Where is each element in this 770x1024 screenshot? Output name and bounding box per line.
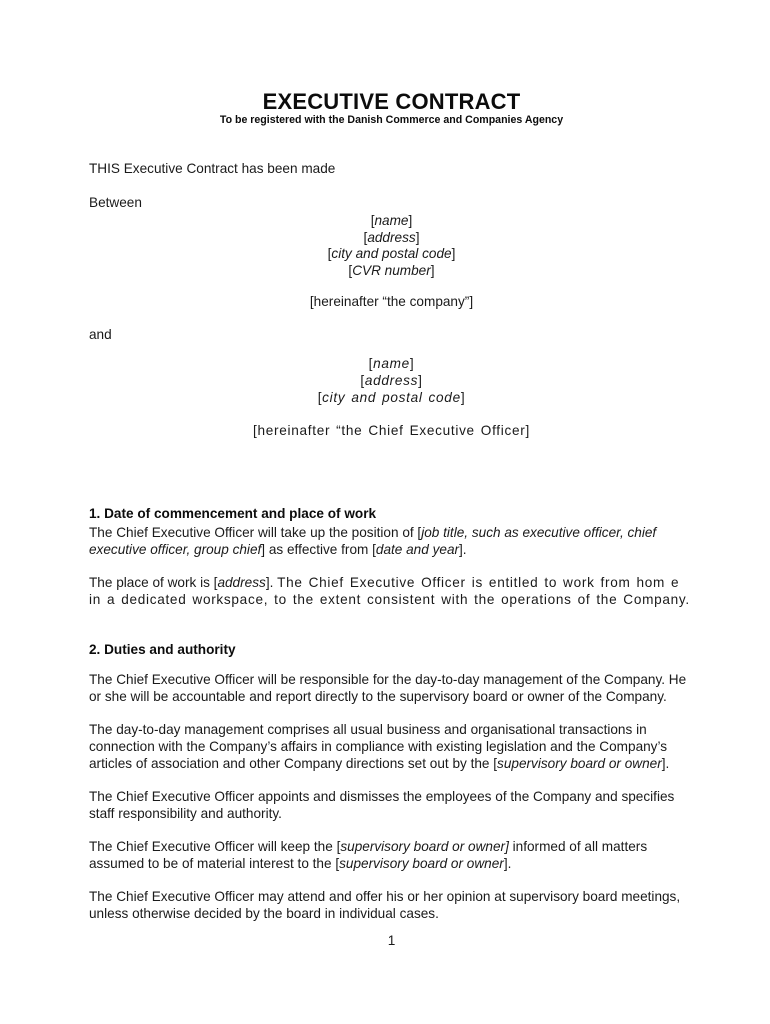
text-run: ] as effective from [ bbox=[261, 542, 376, 558]
placeholder-italic-text: supervisory board or owner] bbox=[340, 839, 509, 855]
text-run: ]. bbox=[459, 542, 467, 558]
paragraph bbox=[89, 888, 694, 922]
company-hereinafter-line: [hereinafter “the company”] bbox=[309, 294, 474, 310]
placeholder-italic-text: name bbox=[374, 213, 409, 228]
contract-section bbox=[89, 641, 694, 922]
placeholder-italic-text: city and postal code bbox=[331, 246, 452, 262]
text-run: ] bbox=[409, 356, 415, 372]
placeholder-italic-text: CVR number bbox=[352, 262, 431, 278]
paragraph bbox=[89, 788, 694, 822]
text-run: ] bbox=[460, 389, 466, 405]
text-run: The Chief Executive Officer will keep the [ bbox=[89, 839, 341, 855]
text-run: The place of work is [ bbox=[89, 575, 218, 591]
text-run: [ bbox=[370, 213, 375, 228]
ceo-address-placeholder bbox=[89, 373, 694, 390]
text-run: ] bbox=[418, 372, 423, 388]
document-subtitle: To be registered with the Danish Commerce and Companies Agency bbox=[219, 114, 564, 126]
text-run: ] bbox=[430, 262, 435, 278]
placeholder-italic-text: address bbox=[367, 229, 416, 245]
placeholder-italic-text: job title, such as executive officer, chief executive officer, group chief bbox=[89, 525, 657, 558]
document-title: EXECUTIVE CONTRACT bbox=[262, 89, 521, 114]
text-run: The Chief Executive Officer will take up the position of [ bbox=[89, 525, 422, 541]
text-run: [ bbox=[360, 372, 365, 388]
contract-section bbox=[89, 505, 694, 608]
placeholder-italic-text: supervisory board or owner bbox=[339, 856, 504, 872]
between-label: Between bbox=[89, 195, 142, 210]
text-run: [ bbox=[368, 356, 374, 372]
paragraph bbox=[89, 524, 694, 558]
section-heading: 1. Date of commencement and place of work bbox=[89, 506, 377, 522]
text-run: [ bbox=[348, 262, 353, 278]
placeholder-italic-text: city and postal code bbox=[322, 389, 461, 405]
paragraph bbox=[89, 838, 694, 872]
company-address-placeholder bbox=[89, 230, 694, 247]
text-run: ] bbox=[451, 246, 456, 262]
company-name-placeholder bbox=[89, 213, 694, 230]
paragraph bbox=[89, 721, 694, 772]
text-run: [ bbox=[327, 246, 332, 262]
intro-made-line: THIS Executive Contract has been made bbox=[89, 161, 336, 176]
and-label: and bbox=[89, 327, 112, 343]
ceo-name-placeholder bbox=[89, 356, 694, 373]
text-run: [ bbox=[317, 389, 323, 405]
ceo-hereinafter-line: [hereinafter “the Chief Executive Officer] bbox=[253, 423, 530, 439]
placeholder-italic-text: name bbox=[373, 356, 410, 372]
text-run: The Chief Executive Officer appoints and dismisses the employees of the Company and specifies staff responsibility and authority. bbox=[89, 789, 675, 822]
text-run: The day-to-day management comprises all usual business and organisational transactions in connection with the Company’s affairs in compliance with existing legislation and the Company’s articles of association and other Company directions set out by the [ bbox=[89, 722, 668, 772]
text-run: ]. bbox=[661, 756, 670, 772]
placeholder-italic-text: address bbox=[217, 575, 266, 591]
ceo-address-block bbox=[89, 356, 694, 406]
page-number: 1 bbox=[387, 933, 396, 949]
section-heading: 2. Duties and authority bbox=[89, 642, 236, 658]
paragraph bbox=[89, 671, 694, 705]
placeholder-italic-text: supervisory board or owner bbox=[497, 756, 662, 772]
placeholder-italic-text: address bbox=[364, 372, 419, 388]
paragraph bbox=[89, 574, 694, 608]
company-cvr-placeholder bbox=[89, 263, 694, 280]
text-run: ] bbox=[415, 229, 420, 245]
text-run: ] bbox=[408, 213, 413, 228]
placeholder-italic-text: date and year bbox=[375, 542, 460, 558]
text-run: informed of all matters assumed to be of material interest to the [ bbox=[89, 839, 648, 872]
text-run: The Chief Executive Officer will be responsible for the day-to-day management of the Company. He or she will be accountable and report directly to the supervisory board or owner of the Company. bbox=[89, 672, 687, 705]
text-run: [ bbox=[363, 229, 368, 245]
text-run: The Chief Executive Officer is entitled to work from hom e in a dedicated workspace, to the extent consistent with the operations of the Company. bbox=[89, 575, 690, 608]
text-run: ]. bbox=[503, 856, 512, 872]
company-city-placeholder bbox=[89, 246, 694, 263]
sections-container bbox=[89, 505, 694, 922]
text-run: ]. bbox=[265, 575, 278, 591]
ceo-city-placeholder bbox=[89, 390, 694, 407]
company-address-block bbox=[89, 213, 694, 279]
text-run: The Chief Executive Officer may attend and offer his or her opinion at supervisory board meetings, unless otherwise decided by the board in individual cases. bbox=[89, 889, 681, 922]
